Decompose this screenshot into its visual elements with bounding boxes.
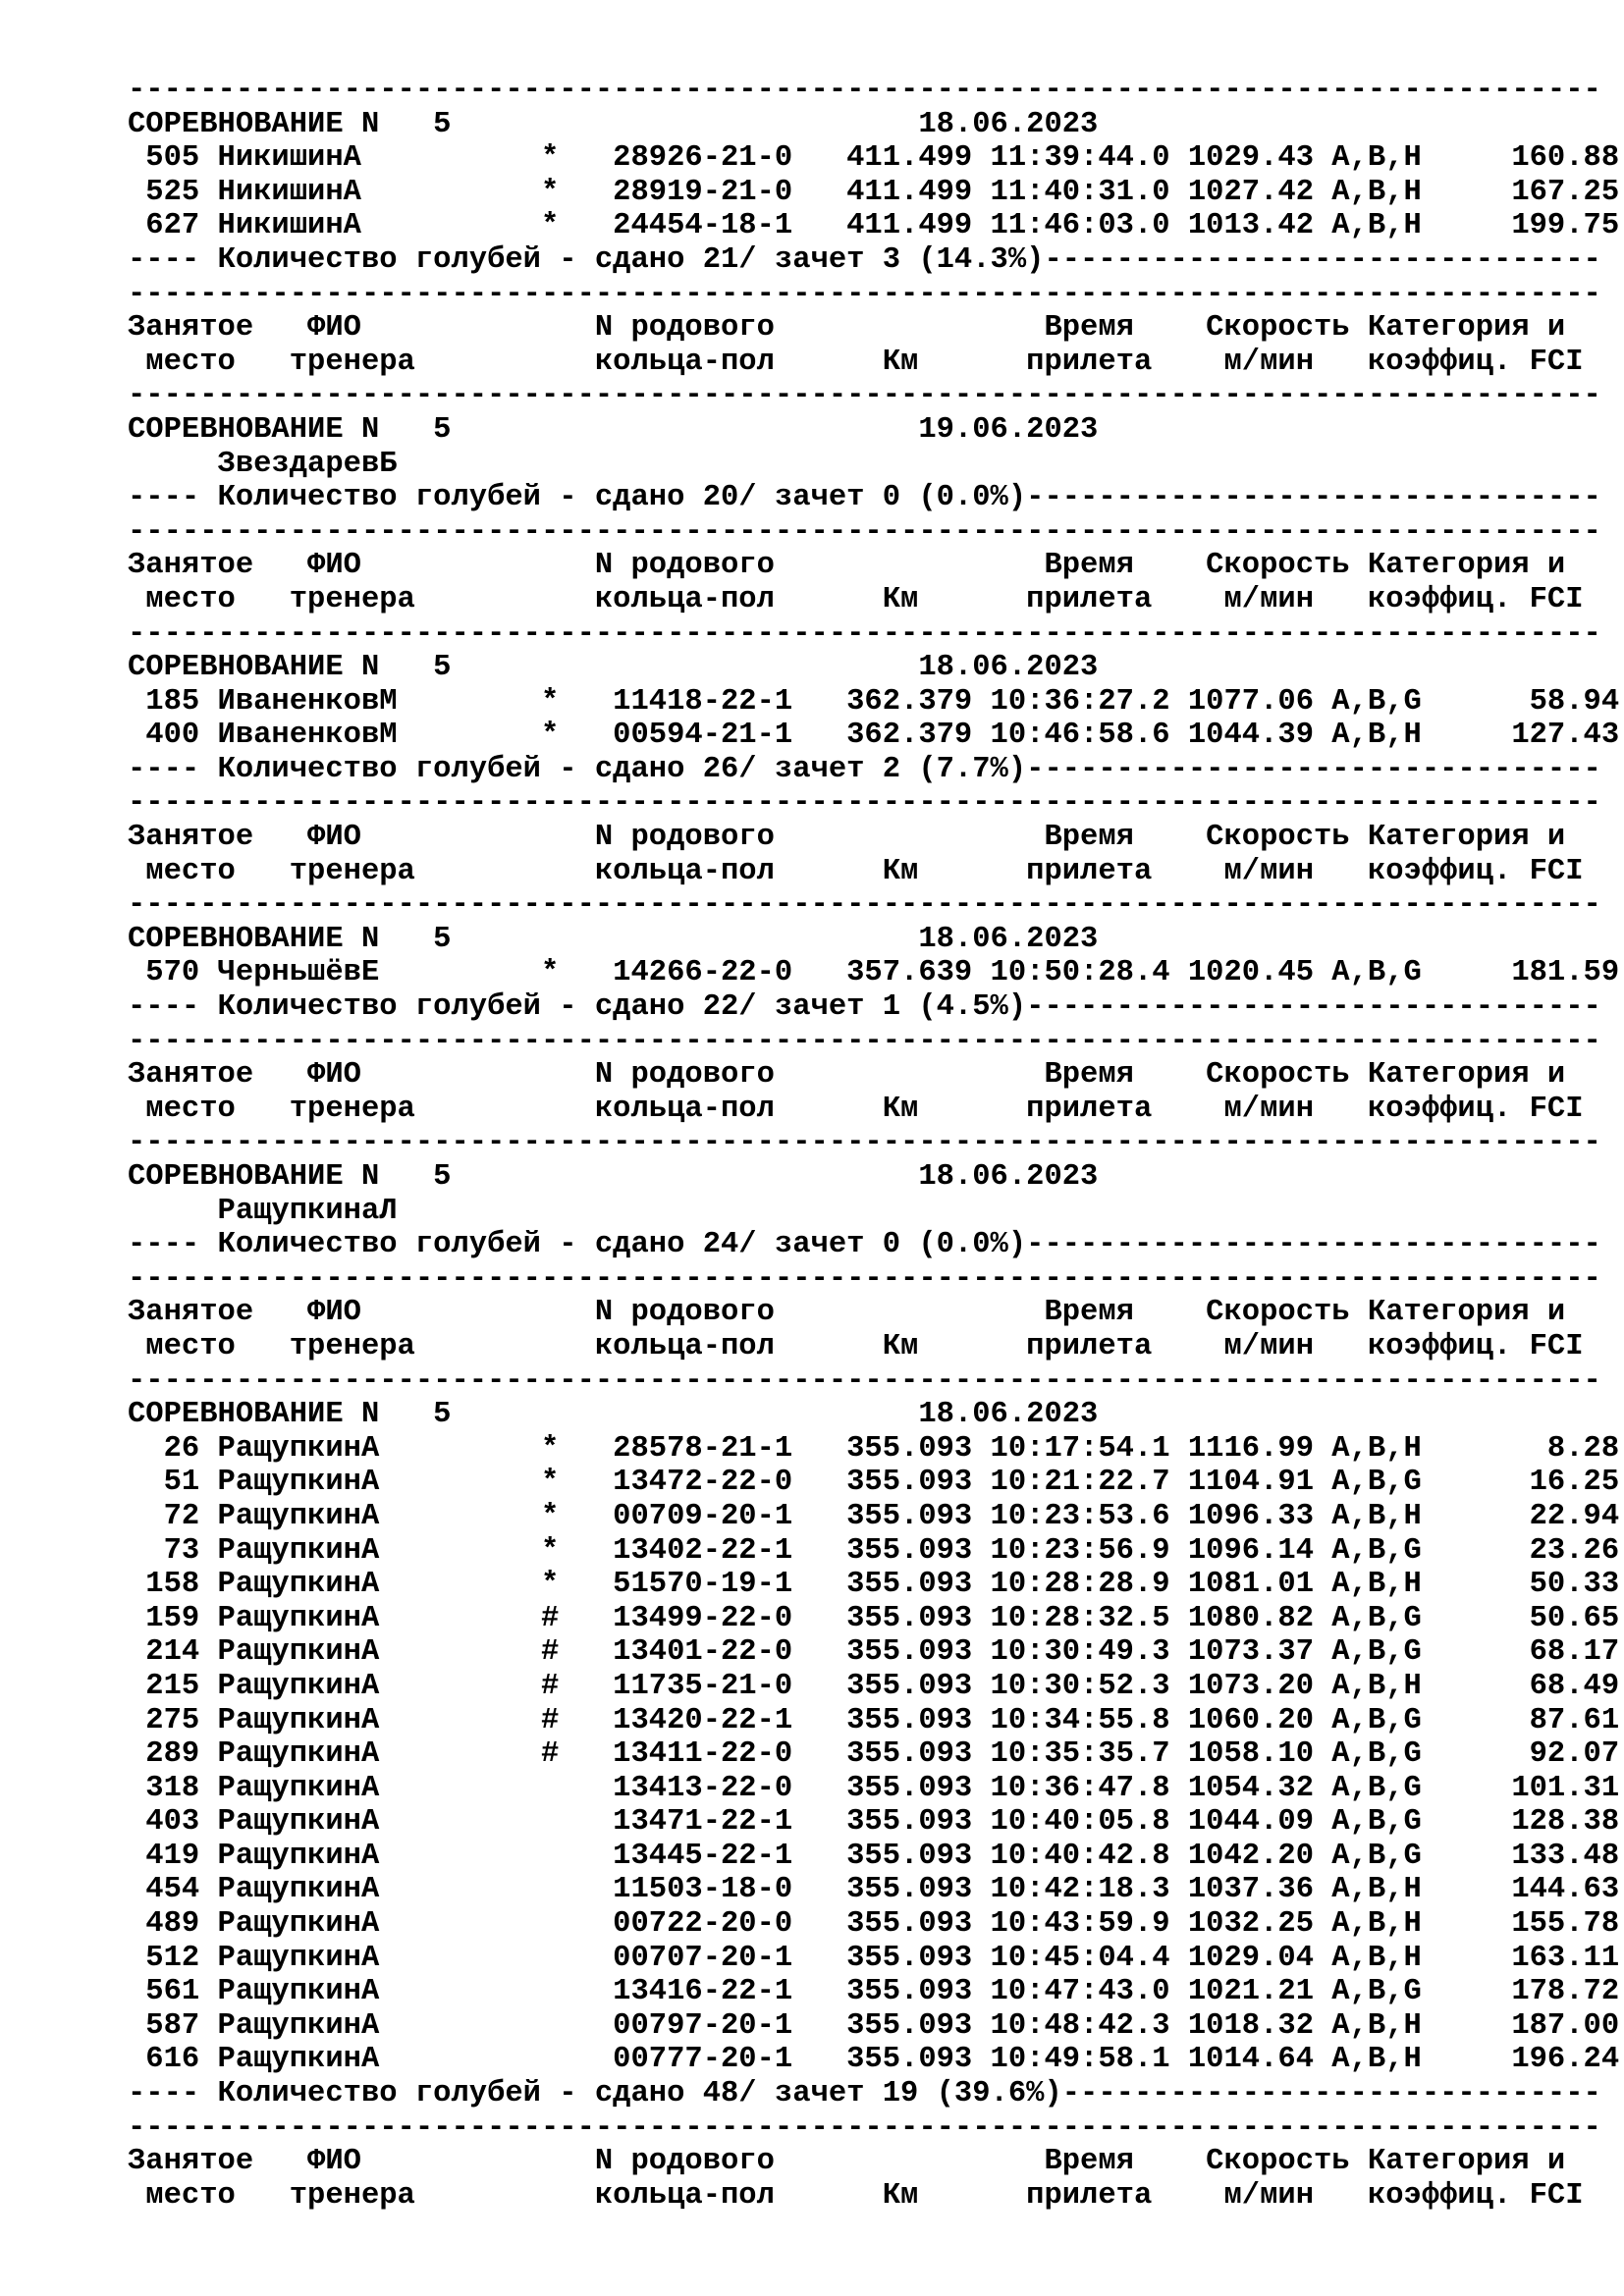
summary-line: ---- Количество голубей - сдано 22/ зачет 1 (4.5%)--------------------------------	[128, 990, 1601, 1025]
separator-line: ----------------------------------------------------------------------------------	[128, 1261, 1601, 1296]
result-row: 214 РащупкинА # 13401-22-0 355.093 10:30:49.3 1073.37 A,B,G 68.17	[128, 1635, 1620, 1670]
trainer-name-line: РащупкинаЛ	[128, 1194, 398, 1228]
result-row: 512 РащупкинА 00707-20-1 355.093 10:45:04.4 1029.04 A,B,H 163.11	[128, 1941, 1620, 1975]
summary-line: ---- Количество голубей - сдано 20/ зачет 0 (0.0%)--------------------------------	[128, 481, 1601, 515]
result-row: 73 РащупкинА * 13402-22-1 355.093 10:23:56.9 1096.14 A,B,G 23.26	[128, 1533, 1620, 1568]
result-row: 570 ЧерньшёвЕ * 14266-22-0 357.639 10:50:28.4 1020.45 A,B,G 181.59	[128, 956, 1620, 990]
result-row: 51 РащупкинА * 13472-22-0 355.093 10:21:22.7 1104.91 A,B,G 16.25	[128, 1466, 1620, 1500]
result-row: 158 РащупкинА * 51570-19-1 355.093 10:28:28.9 1081.01 A,B,H 50.33	[128, 1568, 1620, 1602]
separator-line: ----------------------------------------------------------------------------------	[128, 1363, 1601, 1398]
column-header-line-2: место тренера кольца-пол Км прилета м/мин коэффиц. FCI	[128, 2178, 1584, 2213]
separator-line: ----------------------------------------------------------------------------------	[128, 1024, 1601, 1058]
column-header-line-2: место тренера кольца-пол Км прилета м/мин коэффиц. FCI	[128, 1329, 1584, 1363]
result-row: 525 НикишинА * 28919-21-0 411.499 11:40:31.0 1027.42 A,B,H 167.25	[128, 175, 1620, 209]
race-results-report	[128, 74, 1619, 2213]
result-row: 275 РащупкинА # 13420-22-1 355.093 10:34:55.8 1060.20 A,B,G 87.61	[128, 1703, 1620, 1737]
result-row: 185 ИваненковМ * 11418-22-1 362.379 10:36:27.2 1077.06 A,B,G 58.94	[128, 684, 1620, 719]
separator-line: ----------------------------------------------------------------------------------	[128, 379, 1601, 413]
summary-line: ---- Количество голубей - сдано 26/ зачет 2 (7.7%)--------------------------------	[128, 752, 1601, 786]
column-header-line-2: место тренера кольца-пол Км прилета м/мин коэффиц. FCI	[128, 854, 1584, 888]
competition-header: СОРЕВНОВАНИЕ N 5 18.06.2023	[128, 107, 1099, 141]
result-row: 419 РащупкинА 13445-22-1 355.093 10:40:42.8 1042.20 A,B,G 133.48	[128, 1839, 1620, 1873]
column-header-line-2: место тренера кольца-пол Км прилета м/мин коэффиц. FCI	[128, 582, 1584, 616]
column-header-line-1: Занятое ФИО N родового Время Скорость Категория и	[128, 1058, 1566, 1093]
result-row: 454 РащупкинА 11503-18-0 355.093 10:42:18.3 1037.36 A,B,H 144.63	[128, 1873, 1620, 1907]
result-row: 627 НикишинА * 24454-18-1 411.499 11:46:03.0 1013.42 A,B,H 199.75	[128, 209, 1620, 243]
competition-header: СОРЕВНОВАНИЕ N 5 18.06.2023	[128, 1398, 1099, 1432]
column-header-line-1: Занятое ФИО N родового Время Скорость Категория и	[128, 549, 1566, 583]
summary-line: ---- Количество голубей - сдано 24/ зачет 0 (0.0%)--------------------------------	[128, 1228, 1601, 1262]
summary-line: ---- Количество голубей - сдано 21/ зачет 3 (14.3%)-------------------------------	[128, 242, 1601, 277]
result-row: 505 НикишинА * 28926-21-0 411.499 11:39:44.0 1029.43 A,B,H 160.88	[128, 141, 1620, 176]
competition-header: СОРЕВНОВАНИЕ N 5 18.06.2023	[128, 922, 1099, 956]
result-row: 616 РащупкинА 00777-20-1 355.093 10:49:58.1 1014.64 A,B,H 196.24	[128, 2043, 1620, 2077]
result-row: 489 РащупкинА 00722-20-0 355.093 10:43:59.9 1032.25 A,B,H 155.78	[128, 1907, 1620, 1942]
separator-line: ----------------------------------------------------------------------------------	[128, 74, 1601, 107]
trainer-name-line: ЗвездаревБ	[128, 447, 398, 481]
column-header-line-1: Занятое ФИО N родового Время Скорость Категория и	[128, 2145, 1566, 2179]
column-header-line-1: Занятое ФИО N родового Время Скорость Категория и	[128, 821, 1566, 855]
separator-line: ----------------------------------------------------------------------------------	[128, 2110, 1601, 2145]
column-header-line-2: место тренера кольца-пол Км прилета м/мин коэффиц. FCI	[128, 1092, 1584, 1126]
separator-line: ----------------------------------------------------------------------------------	[128, 888, 1601, 923]
result-row: 587 РащупкинА 00797-20-1 355.093 10:48:42.3 1018.32 A,B,H 187.00	[128, 2008, 1620, 2043]
result-row: 289 РащупкинА # 13411-22-0 355.093 10:35:35.7 1058.10 A,B,G 92.07	[128, 1737, 1620, 1772]
separator-line: ----------------------------------------------------------------------------------	[128, 277, 1601, 311]
summary-line: ---- Количество голубей - сдано 48/ зачет 19 (39.6%)------------------------------	[128, 2077, 1601, 2111]
result-row: 215 РащупкинА # 11735-21-0 355.093 10:30:52.3 1073.20 A,B,H 68.49	[128, 1669, 1620, 1703]
competition-header: СОРЕВНОВАНИЕ N 5 18.06.2023	[128, 1160, 1099, 1194]
column-header-line-1: Занятое ФИО N родового Время Скорость Категория и	[128, 1296, 1566, 1330]
competition-header: СОРЕВНОВАНИЕ N 5 19.06.2023	[128, 412, 1099, 447]
column-header-line-2: место тренера кольца-пол Км прилета м/мин коэффиц. FCI	[128, 345, 1584, 379]
separator-line: ----------------------------------------------------------------------------------	[128, 616, 1601, 651]
result-row: 26 РащупкинА * 28578-21-1 355.093 10:17:54.1 1116.99 A,B,H 8.28	[128, 1431, 1620, 1466]
result-row: 400 ИваненковМ * 00594-21-1 362.379 10:46:58.6 1044.39 A,B,H 127.43	[128, 719, 1620, 753]
result-row: 72 РащупкинА * 00709-20-1 355.093 10:23:53.6 1096.33 A,B,H 22.94	[128, 1499, 1620, 1533]
separator-line: ----------------------------------------------------------------------------------	[128, 1126, 1601, 1160]
competition-header: СОРЕВНОВАНИЕ N 5 18.06.2023	[128, 651, 1099, 685]
result-row: 561 РащупкинА 13416-22-1 355.093 10:47:43.0 1021.21 A,B,G 178.72	[128, 1975, 1620, 2009]
result-row: 318 РащупкинА 13413-22-0 355.093 10:36:47.8 1054.32 A,B,G 101.31	[128, 1771, 1620, 1805]
column-header-line-1: Занятое ФИО N родового Время Скорость Категория и	[128, 311, 1566, 346]
result-row: 403 РащупкинА 13471-22-1 355.093 10:40:05.8 1044.09 A,B,G 128.38	[128, 1805, 1620, 1840]
separator-line: ----------------------------------------------------------------------------------	[128, 514, 1601, 549]
result-row: 159 РащупкинА # 13499-22-0 355.093 10:28:32.5 1080.82 A,B,G 50.65	[128, 1601, 1620, 1635]
separator-line: ----------------------------------------------------------------------------------	[128, 786, 1601, 821]
